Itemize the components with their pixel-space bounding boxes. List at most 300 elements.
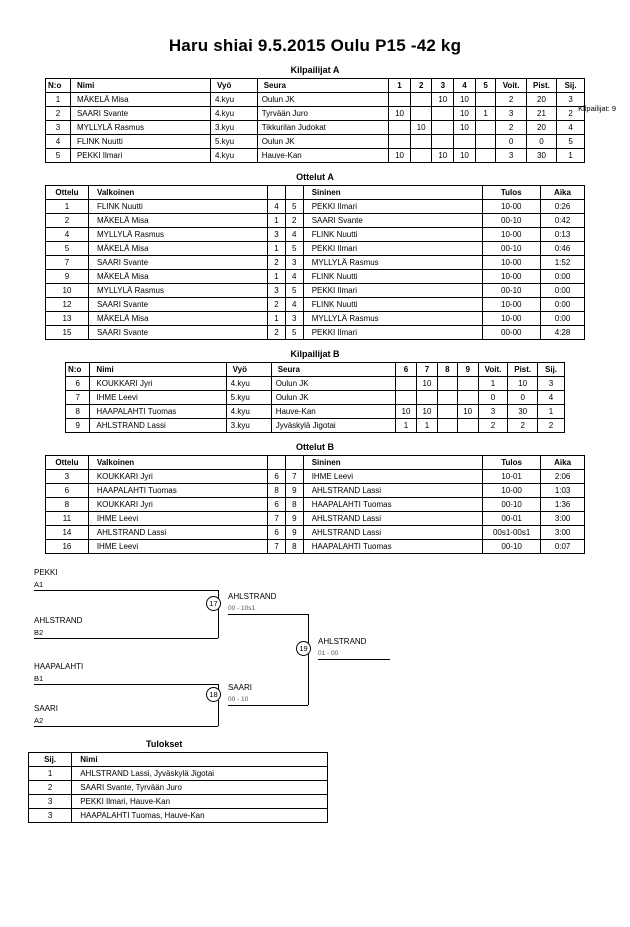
cell-result: 00-00: [482, 326, 541, 340]
cell-match-no: 8: [46, 498, 89, 512]
cell-result: 00-10: [482, 242, 541, 256]
cell-white-no: 1: [268, 312, 286, 326]
cell-time: 0:00: [541, 270, 585, 284]
table-row: [46, 312, 585, 326]
cell-round-3: [432, 135, 454, 149]
table-row: [29, 781, 328, 795]
col-header-white: Valkoinen: [88, 186, 267, 200]
cell-result: 00-10: [482, 214, 541, 228]
bracket-entry-name-1: PEKKI: [34, 568, 58, 577]
col-header-white: Valkoinen: [88, 456, 267, 470]
cell-belt: 3.kyu: [210, 121, 257, 135]
cell-white: AHLSTRAND Lassi: [88, 526, 267, 540]
cell-round-2: [410, 135, 432, 149]
bracket-line: [318, 659, 390, 660]
bracket-match-number-17: 17: [206, 596, 221, 611]
col-header-round-1: 1: [389, 79, 411, 93]
cell-round-7: 1: [416, 419, 437, 433]
col-header-points: Pist.: [526, 79, 556, 93]
col-header-name: Nimi: [72, 753, 328, 767]
cell-wins: 0: [478, 391, 508, 405]
cell-white-no: 2: [268, 256, 286, 270]
cell-white: IHME Leevi: [88, 540, 267, 554]
cell-result: 10-00: [482, 228, 541, 242]
cell-wins: 0: [496, 135, 526, 149]
cell-belt: 3.kyu: [226, 419, 271, 433]
cell-match-no: 15: [46, 326, 89, 340]
cell-blue-no: 5: [285, 326, 303, 340]
bracket-line: [34, 638, 218, 639]
col-header-name: Nimi: [70, 79, 210, 93]
col-header-round-8: 8: [437, 363, 457, 377]
cell-club: Oulun JK: [271, 377, 395, 391]
cell-blue: HAAPALAHTI Tuomas: [303, 498, 482, 512]
cell-white: KOUKKARI Jyri: [88, 470, 267, 484]
cell-result: 00-10: [482, 284, 541, 298]
bracket-semi2-winner: SAARI: [228, 683, 253, 692]
table-row: [66, 405, 565, 419]
cell-round-6: 10: [395, 405, 416, 419]
cell-white: MÄKELÄ Misa: [88, 242, 267, 256]
cell-round-8: [437, 377, 457, 391]
cell-wins: 3: [478, 405, 508, 419]
table-row: [46, 326, 585, 340]
cell-result: 10-00: [482, 298, 541, 312]
col-header-blue-no: [285, 186, 303, 200]
cell-blue-no: 3: [285, 312, 303, 326]
cell-white-no: 1: [268, 270, 286, 284]
cell-match-no: 1: [46, 200, 89, 214]
pool-b-table-wrap: [0, 362, 630, 433]
bracket-final-winner: AHLSTRAND: [318, 637, 367, 646]
cell-club: Hauve-Kan: [271, 405, 395, 419]
col-header-round-3: 3: [432, 79, 454, 93]
cell-place: 2: [29, 781, 72, 795]
bracket-match-number-19: 19: [296, 641, 311, 656]
cell-name: IHME Leevi: [90, 391, 226, 405]
cell-match-no: 16: [46, 540, 89, 554]
cell-blue-no: 5: [285, 242, 303, 256]
col-header-round-7: 7: [416, 363, 437, 377]
cell-round-9: [457, 377, 478, 391]
cell-name: KOUKKARI Jyri: [90, 377, 226, 391]
cell-belt: 4.kyu: [226, 405, 271, 419]
cell-round-4: 10: [454, 93, 476, 107]
cell-blue-no: 9: [285, 484, 303, 498]
cell-time: 0:00: [541, 298, 585, 312]
cell-white-no: 3: [268, 284, 286, 298]
cell-white-no: 1: [268, 242, 286, 256]
cell-no: 1: [46, 93, 71, 107]
cell-round-9: 10: [457, 405, 478, 419]
cell-place: 1: [538, 405, 565, 419]
section-title-matches-b: Ottelut B: [296, 442, 334, 452]
bracket-semi1-score: 00 - 10s1: [228, 605, 256, 612]
cell-round-1: [389, 135, 411, 149]
col-header-time: Aika: [541, 186, 585, 200]
col-header-white-no: [268, 456, 286, 470]
table-row: [29, 809, 328, 823]
cell-match-no: 12: [46, 298, 89, 312]
cell-blue-no: 4: [285, 298, 303, 312]
cell-round-3: [432, 121, 454, 135]
cell-round-7: [416, 391, 437, 405]
table-row: [46, 498, 585, 512]
cell-round-7: 10: [416, 405, 437, 419]
cell-club: Tikkurilan Judokat: [257, 121, 389, 135]
cell-club: Jyväskylä Jigotai: [271, 419, 395, 433]
cell-white-no: 4: [268, 200, 286, 214]
cell-result: 00-10: [483, 540, 541, 554]
cell-no: 2: [46, 107, 71, 121]
cell-round-6: 1: [395, 419, 416, 433]
cell-round-1: 10: [389, 149, 411, 163]
table-row: [46, 298, 585, 312]
cell-name: PEKKI Ilmari, Hauve-Kan: [72, 795, 328, 809]
cell-club: Tyrvään Juro: [257, 107, 389, 121]
cell-name: SAARI Svante, Tyrvään Juro: [72, 781, 328, 795]
cell-points: 0: [508, 391, 538, 405]
cell-points: 30: [508, 405, 538, 419]
table-row: [46, 107, 585, 121]
table-row: [46, 242, 585, 256]
cell-round-4: [454, 135, 476, 149]
cell-white: IHME Leevi: [88, 512, 267, 526]
cell-no: 5: [46, 149, 71, 163]
cell-time: 0:46: [541, 242, 585, 256]
bracket-entry-seed-3: B1: [34, 674, 44, 683]
table-header-row: [46, 79, 585, 93]
cell-match-no: 7: [46, 256, 89, 270]
col-header-place: Sij.: [538, 363, 565, 377]
cell-result: 10-00: [482, 256, 541, 270]
cell-white: KOUKKARI Jyri: [88, 498, 267, 512]
cell-club: Oulun JK: [257, 135, 389, 149]
cell-blue: FLINK Nuutti: [303, 298, 482, 312]
cell-time: 1:52: [541, 256, 585, 270]
cell-no: 7: [66, 391, 90, 405]
table-row: [46, 121, 585, 135]
cell-white: FLINK Nuutti: [88, 200, 267, 214]
cell-blue-no: 8: [285, 498, 303, 512]
cell-result: 10-00: [482, 270, 541, 284]
col-header-belt: Vyö: [226, 363, 271, 377]
cell-name: SAARI Svante: [70, 107, 210, 121]
cell-blue-no: 5: [285, 284, 303, 298]
bracket-entry-seed-2: B2: [34, 628, 44, 637]
cell-blue: PEKKI Ilmari: [303, 242, 482, 256]
table-row: [46, 228, 585, 242]
cell-round-5: 1: [475, 107, 496, 121]
table-row: [66, 391, 565, 405]
cell-round-3: 10: [432, 93, 454, 107]
col-header-name: Nimi: [90, 363, 226, 377]
cell-blue-no: 9: [285, 512, 303, 526]
bracket-entry-seed-4: A2: [34, 716, 44, 725]
cell-match-no: 10: [46, 284, 89, 298]
cell-result: 00-10: [483, 498, 541, 512]
cell-points: 0: [526, 135, 556, 149]
col-header-result: Tulos: [482, 186, 541, 200]
col-header-blue: Sininen: [303, 186, 482, 200]
cell-wins: 2: [496, 121, 526, 135]
cell-round-4: 10: [454, 107, 476, 121]
cell-round-2: [410, 149, 432, 163]
cell-time: 3:00: [541, 526, 585, 540]
cell-name: FLINK Nuutti: [70, 135, 210, 149]
cell-blue-no: 9: [285, 526, 303, 540]
cell-name: HAAPALAHTI Tuomas, Hauve-Kan: [72, 809, 328, 823]
cell-points: 21: [526, 107, 556, 121]
cell-place: 3: [557, 93, 585, 107]
cell-name: AHLSTRAND Lassi: [90, 419, 226, 433]
section-title-pool-b: Kilpailijat B: [290, 349, 340, 359]
col-header-time: Aika: [541, 456, 585, 470]
cell-time: 0:07: [541, 540, 585, 554]
cell-belt: 5.kyu: [226, 391, 271, 405]
matches-b-table: [45, 455, 585, 554]
cell-round-6: [395, 377, 416, 391]
cell-blue-no: 4: [285, 228, 303, 242]
cell-white-no: 7: [268, 540, 286, 554]
bracket-line: [308, 614, 309, 705]
cell-wins: 1: [478, 377, 508, 391]
cell-wins: 3: [496, 107, 526, 121]
cell-blue-no: 2: [285, 214, 303, 228]
bracket-line: [34, 684, 218, 685]
table-row: [66, 377, 565, 391]
col-header-place: Sij.: [29, 753, 72, 767]
cell-white: MYLLYLÄ Rasmus: [88, 228, 267, 242]
col-header-round-9: 9: [457, 363, 478, 377]
cell-round-9: [457, 419, 478, 433]
table-row: [29, 767, 328, 781]
col-header-belt: Vyö: [210, 79, 257, 93]
cell-blue: MYLLYLÄ Rasmus: [303, 256, 482, 270]
pool-a-table: [45, 78, 585, 163]
col-header-wins: Voit.: [496, 79, 526, 93]
cell-wins: 3: [496, 149, 526, 163]
cell-round-5: [475, 135, 496, 149]
col-header-round-6: 6: [395, 363, 416, 377]
cell-time: 1:36: [541, 498, 585, 512]
cell-round-5: [475, 121, 496, 135]
bracket-entry-name-3: HAAPALAHTI: [34, 662, 84, 671]
section-title-pool-a: Kilpailijat A: [290, 65, 340, 75]
table-row: [46, 256, 585, 270]
cell-place: 2: [538, 419, 565, 433]
cell-white: MYLLYLÄ Rasmus: [88, 284, 267, 298]
cell-name: AHLSTRAND Lassi, Jyväskylä Jigotai: [72, 767, 328, 781]
col-header-result: Tulos: [483, 456, 541, 470]
cell-place: 4: [538, 391, 565, 405]
table-header-row: [29, 753, 328, 767]
col-header-club: Seura: [257, 79, 389, 93]
cell-result: 10-00: [483, 484, 541, 498]
cell-white-no: 2: [268, 326, 286, 340]
cell-time: 4:28: [541, 326, 585, 340]
cell-white-no: 8: [268, 484, 286, 498]
cell-match-no: 11: [46, 512, 89, 526]
table-header-row: [46, 456, 585, 470]
cell-round-3: [432, 107, 454, 121]
bracket-semi2-score: 00 - 10: [228, 696, 249, 703]
cell-match-no: 14: [46, 526, 89, 540]
table-row: [46, 284, 585, 298]
cell-white-no: 6: [268, 526, 286, 540]
cell-round-2: 10: [410, 121, 432, 135]
cell-no: 3: [46, 121, 71, 135]
cell-match-no: 2: [46, 214, 89, 228]
cell-no: 9: [66, 419, 90, 433]
table-row: [46, 470, 585, 484]
bracket-final-score: 01 - 00: [318, 650, 339, 657]
table-row: [46, 214, 585, 228]
table-row: [46, 484, 585, 498]
cell-blue-no: 4: [285, 270, 303, 284]
cell-round-7: 10: [416, 377, 437, 391]
pool-b-table: [65, 362, 565, 433]
cell-points: 30: [526, 149, 556, 163]
elimination-bracket: [0, 564, 630, 739]
bracket-line: [228, 614, 308, 615]
cell-place: 3: [29, 809, 72, 823]
bracket-line: [34, 590, 218, 591]
cell-match-no: 5: [46, 242, 89, 256]
cell-round-5: [475, 149, 496, 163]
cell-time: 1:03: [541, 484, 585, 498]
cell-place: 5: [557, 135, 585, 149]
cell-name: MÄKELÄ Misa: [70, 93, 210, 107]
results-table-wrap: [0, 752, 630, 823]
matches-a-table: [45, 185, 585, 340]
cell-white-no: 3: [268, 228, 286, 242]
col-header-points: Pist.: [508, 363, 538, 377]
cell-belt: 5.kyu: [210, 135, 257, 149]
cell-points: 10: [508, 377, 538, 391]
col-header-round-2: 2: [410, 79, 432, 93]
col-header-round-4: 4: [454, 79, 476, 93]
cell-result: 00-01: [483, 512, 541, 526]
cell-white: MÄKELÄ Misa: [88, 312, 267, 326]
table-row: [29, 795, 328, 809]
cell-club: Oulun JK: [257, 93, 389, 107]
cell-blue: HAAPALAHTI Tuomas: [303, 540, 482, 554]
cell-blue: PEKKI Ilmari: [303, 284, 482, 298]
cell-time: 0:00: [541, 284, 585, 298]
cell-belt: 4.kyu: [210, 149, 257, 163]
cell-blue-no: 3: [285, 256, 303, 270]
table-header-row: [66, 363, 565, 377]
cell-no: 4: [46, 135, 71, 149]
cell-time: 0:13: [541, 228, 585, 242]
cell-white: MÄKELÄ Misa: [88, 270, 267, 284]
cell-round-4: 10: [454, 121, 476, 135]
cell-result: 00s1-00s1: [483, 526, 541, 540]
col-header-round-5: 5: [475, 79, 496, 93]
col-header-match-no: Ottelu: [46, 456, 89, 470]
cell-round-8: [437, 419, 457, 433]
col-header-no: N:o: [66, 363, 90, 377]
col-header-blue: Sininen: [303, 456, 482, 470]
table-row: [46, 270, 585, 284]
cell-wins: 2: [478, 419, 508, 433]
table-row: [46, 512, 585, 526]
cell-round-3: 10: [432, 149, 454, 163]
matches-b-table-wrap: [0, 455, 630, 554]
section-title-matches-a: Ottelut A: [296, 172, 334, 182]
cell-match-no: 3: [46, 470, 89, 484]
cell-points: 20: [526, 93, 556, 107]
cell-blue-no: 5: [285, 200, 303, 214]
bracket-entry-name-2: AHLSTRAND: [34, 616, 83, 625]
cell-place: 2: [557, 107, 585, 121]
bracket-semi1-winner: AHLSTRAND: [228, 592, 277, 601]
table-row: [46, 200, 585, 214]
cell-name: MYLLYLÄ Rasmus: [70, 121, 210, 135]
table-row: [46, 526, 585, 540]
cell-white-no: 2: [268, 298, 286, 312]
cell-white-no: 6: [268, 470, 286, 484]
cell-round-6: [395, 391, 416, 405]
cell-name: HAAPALAHTI Tuomas: [90, 405, 226, 419]
table-row: [46, 540, 585, 554]
cell-time: 0:00: [541, 312, 585, 326]
tournament-result-sheet: [0, 36, 630, 927]
bracket-entry-seed-1: A1: [34, 580, 44, 589]
cell-blue: AHLSTRAND Lassi: [303, 512, 482, 526]
cell-belt: 4.kyu: [226, 377, 271, 391]
cell-blue: AHLSTRAND Lassi: [303, 484, 482, 498]
cell-match-no: 9: [46, 270, 89, 284]
cell-white-no: 6: [268, 498, 286, 512]
cell-white: SAARI Svante: [88, 326, 267, 340]
cell-place: 1: [29, 767, 72, 781]
cell-round-5: [475, 93, 496, 107]
cell-time: 0:26: [541, 200, 585, 214]
cell-time: 2:06: [541, 470, 585, 484]
col-header-blue-no: [285, 456, 303, 470]
cell-blue: PEKKI Ilmari: [303, 326, 482, 340]
cell-white: SAARI Svante: [88, 256, 267, 270]
cell-white: SAARI Svante: [88, 298, 267, 312]
cell-round-8: [437, 391, 457, 405]
results-table: [28, 752, 328, 823]
cell-place: 3: [538, 377, 565, 391]
cell-place: 4: [557, 121, 585, 135]
col-header-no: N:o: [46, 79, 71, 93]
competitors-count: Kilpailijat: 9: [578, 104, 616, 113]
cell-club: Hauve-Kan: [257, 149, 389, 163]
cell-round-4: 10: [454, 149, 476, 163]
bracket-line: [228, 705, 308, 706]
cell-blue: IHME Leevi: [303, 470, 482, 484]
cell-result: 10-01: [483, 470, 541, 484]
bracket-entry-name-4: SAARI: [34, 704, 59, 713]
table-row: [46, 149, 585, 163]
cell-blue: FLINK Nuutti: [303, 228, 482, 242]
cell-name: PEKKI Ilmari: [70, 149, 210, 163]
cell-white: HAAPALAHTI Tuomas: [88, 484, 267, 498]
cell-blue-no: 8: [285, 540, 303, 554]
cell-time: 3:00: [541, 512, 585, 526]
col-header-club: Seura: [271, 363, 395, 377]
cell-round-1: [389, 93, 411, 107]
cell-blue: MYLLYLÄ Rasmus: [303, 312, 482, 326]
cell-result: 10-00: [482, 312, 541, 326]
cell-place: 1: [557, 149, 585, 163]
cell-belt: 4.kyu: [210, 93, 257, 107]
